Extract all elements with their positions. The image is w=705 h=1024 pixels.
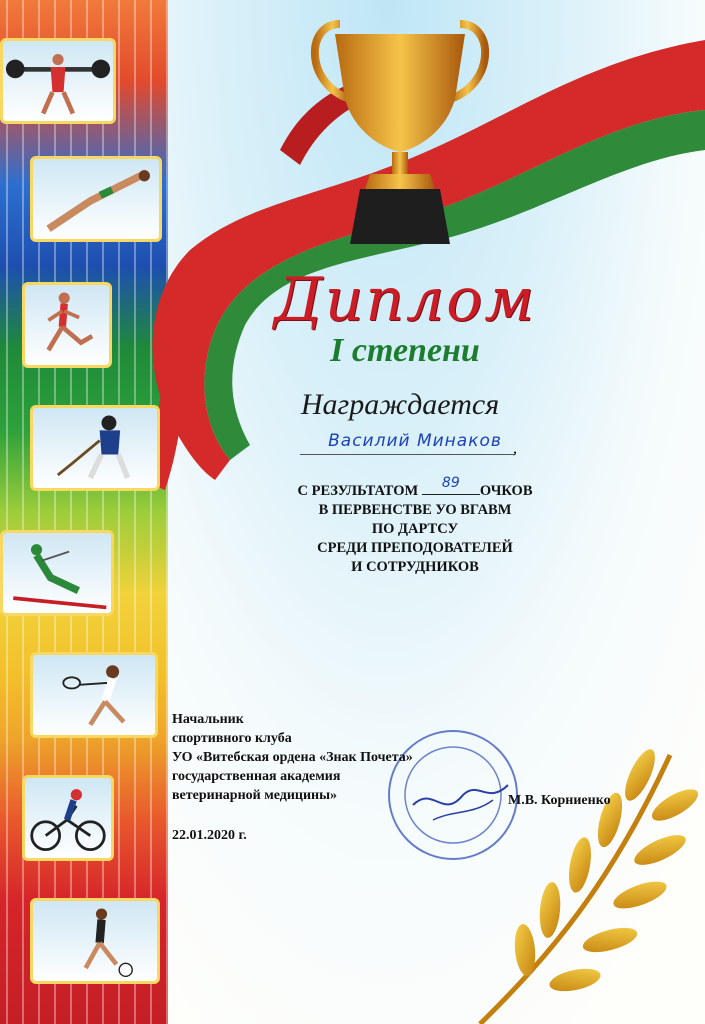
result-prefix: С РЕЗУЛЬТАТОМ xyxy=(297,483,419,499)
trophy-cup-icon xyxy=(300,4,500,254)
result-line xyxy=(250,475,580,501)
football-icon xyxy=(30,898,160,984)
discipline-line: ПО ДАРТСУ xyxy=(371,521,459,537)
competition-line: В ПЕРВЕНСТВЕ УО ВГАВМ xyxy=(318,502,512,518)
recipient-underline xyxy=(300,454,515,455)
issue-date: 22.01.2020 г. xyxy=(172,828,247,843)
signer-block xyxy=(172,710,492,805)
score-value: 89 xyxy=(441,475,460,491)
awarded-label: Награждается xyxy=(300,388,500,421)
weightlifting-icon xyxy=(0,38,116,124)
signer-line-1: Начальник xyxy=(172,712,244,727)
signer-line-3: УО «Витебская ордена «Знак Почета» xyxy=(172,750,413,765)
score-field xyxy=(422,475,480,495)
diving-icon xyxy=(30,156,162,242)
signer-line-5: ветеринарной медицины» xyxy=(172,788,338,803)
tennis-icon xyxy=(30,652,158,738)
category-line-2: И СОТРУДНИКОВ xyxy=(351,559,479,575)
signer-line-2: спортивного клуба xyxy=(172,731,292,746)
hockey-icon xyxy=(30,405,160,491)
signer-name: М.В. Корниенко xyxy=(508,793,611,808)
diploma-title: Диплом xyxy=(273,265,537,335)
running-icon xyxy=(22,282,112,368)
result-suffix: ОЧКОВ xyxy=(479,483,533,499)
skiing-icon xyxy=(0,530,114,616)
recipient-name: Василий Минаков xyxy=(328,431,502,451)
comma: , xyxy=(513,440,517,457)
cycling-icon xyxy=(22,775,114,861)
signer-line-4: государственная академия xyxy=(172,769,341,784)
category-line: СРЕДИ ПРЕПОДОВАТЕЛЕЙ xyxy=(317,540,513,556)
degree-label: I степени xyxy=(330,332,480,369)
result-block xyxy=(250,475,580,577)
